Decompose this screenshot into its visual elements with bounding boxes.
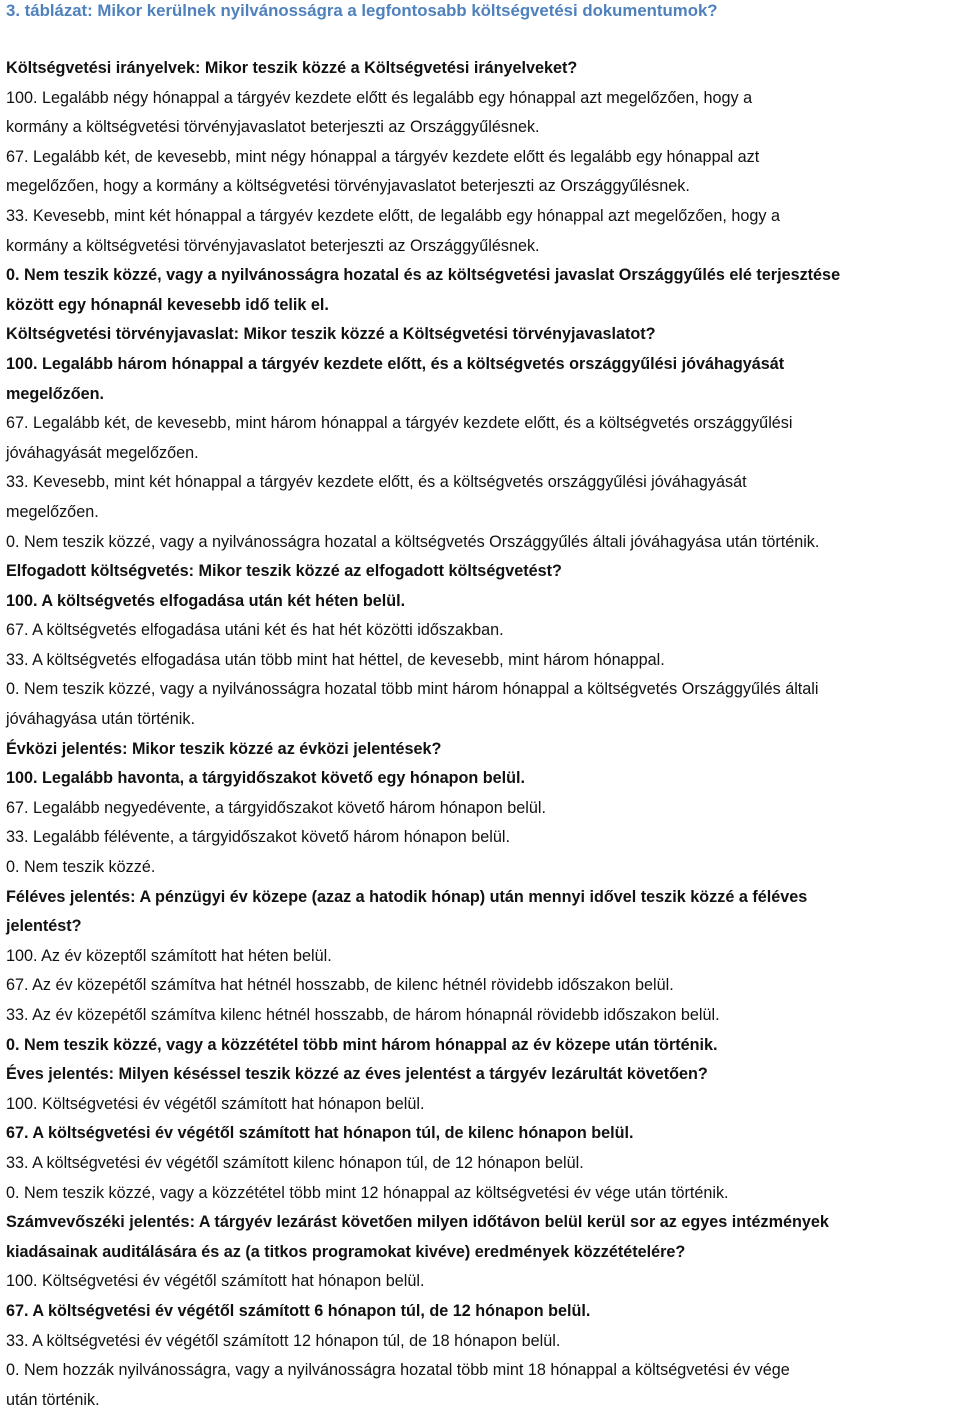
text-line: megelőzően. [6,502,99,521]
text-line: Évközi jelentés: Mikor teszik közzé az évközi jelentések? [6,739,442,758]
text-line: 0. Nem teszik közzé, vagy a nyilvánosságra hozatal több mint három hónappal a költségvetés Országgyűlés általi [6,680,819,699]
text-line: megelőzően. [6,384,105,403]
table-title: 3. táblázat: Mikor kerülnek nyilvánosságra a legfontosabb költségvetési dokumentumok? [6,1,718,20]
text-line: 67. A költségvetési év végétől számított hat hónapon túl, de kilenc hónapon belül. [6,1124,634,1143]
text-line: Költségvetési irányelvek: Mikor teszik közzé a Költségvetési irányelveket? [6,59,578,77]
text-line: 100. Legalább havonta, a tárgyidőszakot követő egy hónapon belül. [6,769,526,788]
text-line: 33. Kevesebb, mint két hónappal a tárgyév kezdete előtt, de legalább egy hónappal azt megelőzően, hogy a [6,206,780,225]
text-line: 100. Az év közeptől számított hat héten belül. [6,946,332,965]
text-line: 33. A költségvetési év végétől számított 12 hónapon túl, de 18 hónapon belül. [6,1331,561,1350]
text-line: jelentést? [6,917,82,936]
text-line: 0. Nem teszik közzé. [6,858,156,877]
text-line: 67. Legalább két, de kevesebb, mint négy hónappal a tárgyév kezdete előtt és legalább egy hónappal azt [6,147,760,166]
text-line: 33. Legalább félévente, a tárgyidőszakot követő három hónapon belül. [6,828,510,847]
text-line: 100. Legalább négy hónappal a tárgyév kezdete előtt és legalább egy hónappal azt megelőzően, hogy a [6,88,753,107]
text-line: 33. A költségvetési év végétől számított kilenc hónapon túl, de 12 hónapon belül. [6,1153,584,1172]
text-line: között egy hónapnál kevesebb idő telik el. [6,295,329,314]
text-line: kiadásainak auditálására és az (a titkos programokat kivéve) eredmények közzétételére? [6,1242,686,1261]
text-line: 33. Az év közepétől számítva kilenc hétnél hosszabb, de három hónapnál rövidebb időszakon belül. [6,1006,720,1024]
text-line: 0. Nem hozzák nyilvánosságra, vagy a nyilvánosságra hozatal több mint 18 hónappal a költségvetési év vége [6,1361,790,1380]
text-line: Féléves jelentés: A pénzügyi év közepe (azaz a hatodik hónap) után mennyi idővel teszik közzé a féléves [6,887,808,906]
text-line: 67. A költségvetés elfogadása utáni két és hat hét közötti időszakban. [6,621,504,640]
text-line: jóváhagyása után történik. [6,710,195,729]
text-line: 0. Nem teszik közzé, vagy a nyilvánosságra hozatal a költségvetés Országgyűlés általi jóváhagyása után történik. [6,532,820,551]
text-line: 100. A költségvetés elfogadása után két héten belül. [6,591,406,610]
text-line: 33. Kevesebb, mint két hónappal a tárgyév kezdete előtt, és a költségvetés országgyűlési jóváhagyását [6,473,747,492]
text-line: jóváhagyását megelőzően. [6,443,199,462]
text-line: 67. A költségvetési év végétől számított 6 hónapon túl, de 12 hónapon belül. [6,1301,591,1320]
text-line: kormány a költségvetési törvényjavaslatot beterjeszti az Országgyűlésnek. [6,118,540,137]
text-line: Számvevőszéki jelentés: A tárgyév lezárást követően milyen időtávon belül kerül sor az egyes intézmények [6,1213,829,1232]
text-line: 0. Nem teszik közzé, vagy a nyilvánosságra hozatal és az költségvetési javaslat Országgyűlés elé terjesztése [6,266,841,285]
text-line: 67. Legalább két, de kevesebb, mint három hónappal a tárgyév kezdete előtt, és a költségvetés országgyűlési [6,414,793,433]
text-line: 100. Költségvetési év végétől számított hat hónapon belül. [6,1272,425,1291]
text-line: 67. Legalább negyedévente, a tárgyidőszakot követő három hónapon belül. [6,798,546,817]
text-line: után történik. [6,1390,100,1409]
text-line: 0. Nem teszik közzé, vagy a közzététel több mint három hónappal az év közepe után történik. [6,1035,718,1054]
text-line: Elfogadott költségvetés: Mikor teszik közzé az elfogadott költségvetést? [6,562,562,581]
text-line: 100. Költségvetési év végétől számított hat hónapon belül. [6,1094,425,1113]
text-line: 100. Legalább három hónappal a tárgyév kezdete előtt, és a költségvetés országgyűlési jóváhagyását [6,354,785,373]
text-line: Költségvetési törvényjavaslat: Mikor teszik közzé a Költségvetési törvényjavaslatot? [6,325,656,344]
document-body [6,54,956,1415]
text-line: Éves jelentés: Milyen késéssel teszik közzé az éves jelentést a tárgyév lezárultát követően? [6,1065,708,1084]
text-line: 33. A költségvetés elfogadása után több mint hat héttel, de kevesebb, mint három hónappal. [6,650,665,669]
text-line: 67. Az év közepétől számítva hat hétnél hosszabb, de kilenc hétnél rövidebb időszakon belül. [6,976,674,995]
text-line: kormány a költségvetési törvényjavaslatot beterjeszti az Országgyűlésnek. [6,236,540,255]
text-line: 0. Nem teszik közzé, vagy a közzététel több mint 12 hónappal az költségvetési év vége után történik. [6,1183,729,1202]
text-line: megelőzően, hogy a kormány a költségvetési törvényjavaslatot beterjeszti az Országgyűlésnek. [6,177,690,196]
